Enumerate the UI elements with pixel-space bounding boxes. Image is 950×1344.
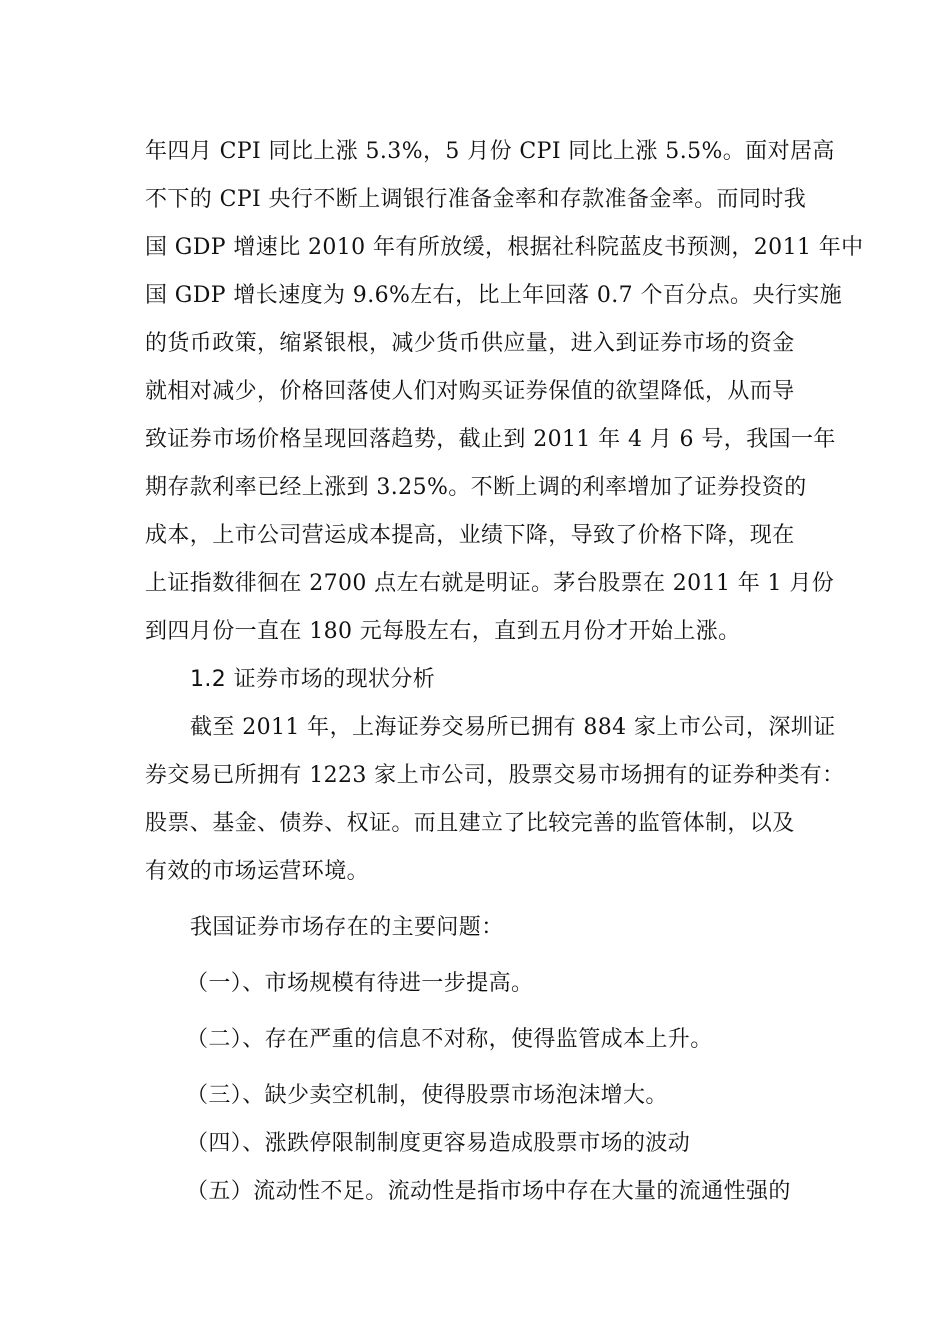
paragraph-1-line: 国 GDP 增长速度为 9.6%左右，比上年回落 0.7 个百分点。央行实施 <box>145 283 843 308</box>
problem-item: （三）、缺少卖空机制，使得股票市场泡沫增大。 <box>186 1083 668 1108</box>
paragraph-2-line: 股票、基金、债券、权证。而且建立了比较完善的监管体制，以及 <box>145 811 795 836</box>
paragraph-1-line: 就相对减少，价格回落使人们对购买证券保值的欲望降低，从而导 <box>145 379 795 404</box>
paragraph-2-line: 截至 2011 年，上海证券交易所已拥有 884 家上市公司，深圳证 <box>190 715 836 740</box>
paragraph-1-line: 不下的 CPI 央行不断上调银行准备金率和存款准备金率。而同时我 <box>145 187 807 212</box>
problem-item: （四）、涨跌停限制制度更容易造成股票市场的波动 <box>186 1131 691 1156</box>
paragraph-1-line: 国 GDP 增速比 2010 年有所放缓，根据社科院蓝皮书预测，2011 年中 <box>145 235 864 260</box>
paragraph-1-line: 成本，上市公司营运成本提高，业绩下降，导致了价格下降，现在 <box>145 523 795 548</box>
paragraph-2-line: 券交易已所拥有 1223 家上市公司，股票交易市场拥有的证券种类有： <box>145 763 845 788</box>
problems-intro: 我国证券市场存在的主要问题： <box>190 915 504 940</box>
paragraph-2-line: 有效的市场运营环境。 <box>145 859 370 884</box>
section-heading: 1.2 证券市场的现状分析 <box>190 667 436 692</box>
paragraph-1-line: 致证券市场价格呈现回落趋势，截止到 2011 年 4 月 6 号，我国一年 <box>145 427 836 452</box>
paragraph-1-line: 的货币政策，缩紧银根，减少货币供应量，进入到证券市场的资金 <box>145 331 795 356</box>
problem-item: （五）流动性不足。流动性是指市场中存在大量的流通性强的 <box>186 1179 791 1204</box>
problem-item: （一）、市场规模有待进一步提高。 <box>186 971 534 996</box>
problem-item: （二）、存在严重的信息不对称，使得监管成本上升。 <box>186 1027 713 1052</box>
paragraph-1-line: 到四月份一直在 180 元每股左右，直到五月份才开始上涨。 <box>145 619 741 644</box>
paragraph-1-line: 期存款利率已经上涨到 3.25%。不断上调的利率增加了证券投资的 <box>145 475 807 500</box>
paragraph-1-line: 年四月 CPI 同比上涨 5.3%，5 月份 CPI 同比上涨 5.5%。面对居高 <box>145 139 835 164</box>
paragraph-1-line: 上证指数徘徊在 2700 点左右就是明证。茅台股票在 2011 年 1 月份 <box>145 571 835 596</box>
